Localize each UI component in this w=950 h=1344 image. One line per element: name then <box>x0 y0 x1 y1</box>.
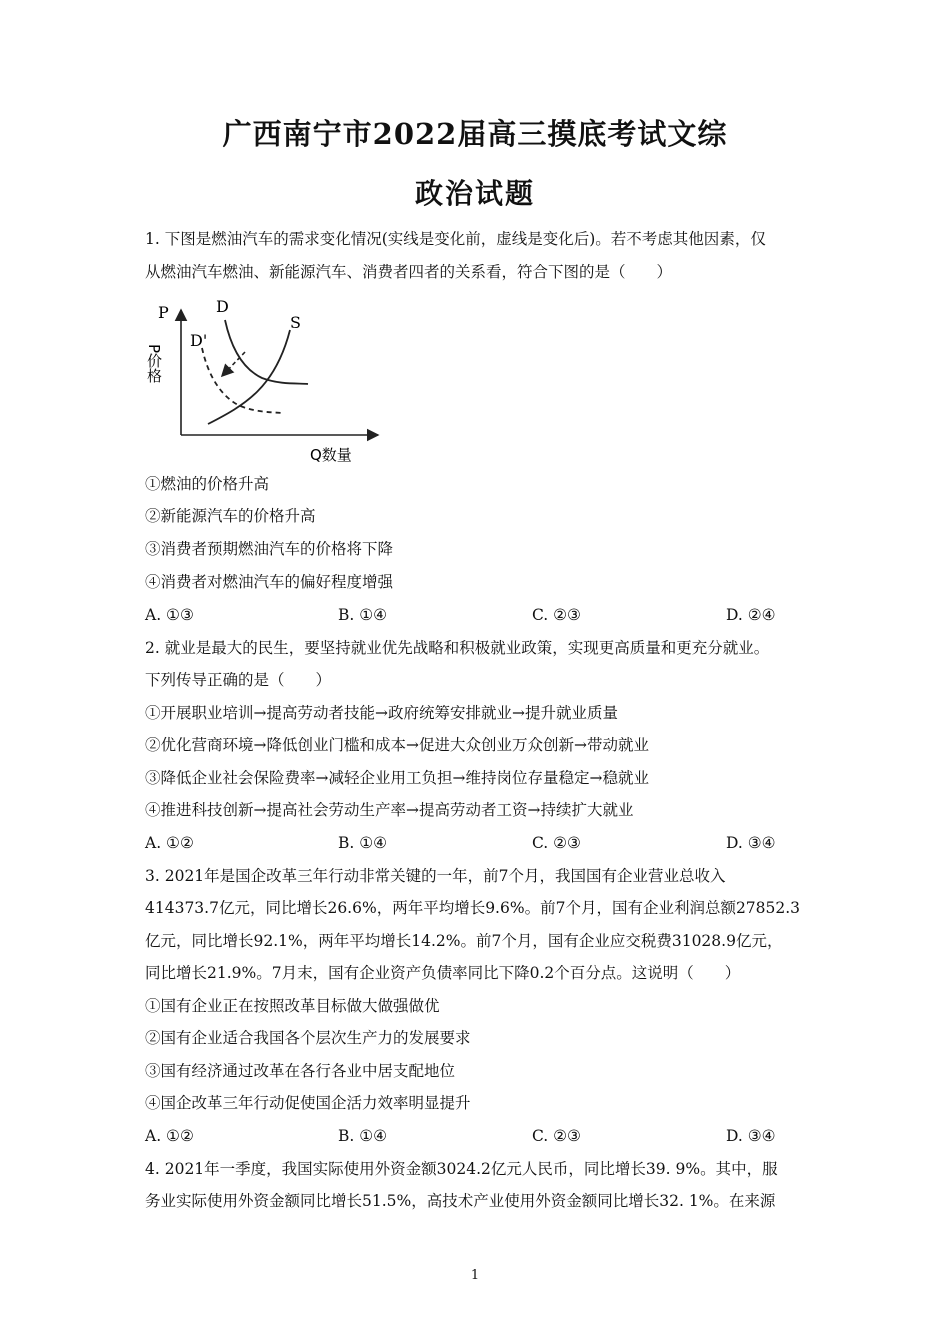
q3-option-d: D. ③④ <box>726 1127 776 1145</box>
supply-demand-chart <box>145 290 380 470</box>
q2-option-a: A. ①② <box>145 834 194 852</box>
q2-option-d: D. ③④ <box>726 834 776 852</box>
q3-item-4: ④国企改革三年行动促使国企活力效率明显提升 <box>145 1094 471 1112</box>
label-d-prime: D' <box>190 331 208 350</box>
supply-curve-s <box>208 330 290 424</box>
x-axis-label: Q数量 <box>310 446 352 464</box>
q1-option-d: D. ②④ <box>726 606 776 624</box>
q1-item-4: ④消费者对燃油汽车的偏好程度增强 <box>145 573 394 591</box>
q1-stem-line-1: 1. 下图是燃油汽车的需求变化情况(实线是变化前，虚线是变化后)。若不考虑其他因素，仅 <box>145 230 766 248</box>
q3-item-3: ③国有经济通过改革在各行各业中居支配地位 <box>145 1062 456 1080</box>
q3-item-2: ②国有企业适合我国各个层次生产力的发展要求 <box>145 1029 471 1047</box>
q1-option-a: A. ①③ <box>145 606 194 624</box>
q3-item-1: ①国有企业正在按照改革目标做大做强做优 <box>145 997 440 1015</box>
q2-option-c: C. ②③ <box>532 834 581 852</box>
q1-item-2: ②新能源汽车的价格升高 <box>145 507 316 525</box>
q3-stem-line-3: 亿元，同比增长92.1%，两年平均增长14.2%。前7个月，国有企业应交税费31028.9亿元， <box>145 932 783 950</box>
page-number: 1 <box>470 1268 480 1283</box>
q2-item-4: ④推进科技创新→提高社会劳动生产率→提高劳动者工资→持续扩大就业 <box>145 801 634 819</box>
y-axis-label: P价格 <box>145 344 163 384</box>
q3-option-c: C. ②③ <box>532 1127 581 1145</box>
q3-option-a: A. ①② <box>145 1127 194 1145</box>
label-d: D <box>216 297 229 316</box>
q2-stem-line-2: 下列传导正确的是（ ） <box>145 671 332 689</box>
q2-option-b: B. ①④ <box>338 834 388 852</box>
q3-option-b: B. ①④ <box>338 1127 388 1145</box>
q1-item-1: ①燃油的价格升高 <box>145 475 270 493</box>
q3-stem-line-1: 3. 2021年是国企改革三年行动非常关键的一年，前7个月，我国国有企业营业总收入 <box>145 867 726 885</box>
y-axis-label-p: P <box>158 303 169 322</box>
document-title: 广西南宁市2022届高三摸底考试文综 <box>222 117 728 151</box>
q4-stem-line-1: 4. 2021年一季度，我国实际使用外资金额3024.2亿元人民币，同比增长39. 9%。其中，服 <box>145 1160 778 1178</box>
document-subtitle: 政治试题 <box>414 177 535 210</box>
q2-item-3: ③降低企业社会保险费率→减轻企业用工负担→维持岗位存量稳定→稳就业 <box>145 769 649 787</box>
q3-stem-line-4: 同比增长21.9%。7月末，国有企业资产负债率同比下降0.2个百分点。这说明（ ） <box>145 964 741 982</box>
q1-stem-line-2: 从燃油汽车燃油、新能源汽车、消费者四者的关系看，符合下图的是（ ） <box>145 263 673 281</box>
q2-stem-line-1: 2. 就业是最大的民生，要坚持就业优先战略和积极就业政策，实现更高质量和更充分就业。 <box>145 639 770 657</box>
q1-option-c: C. ②③ <box>532 606 581 624</box>
shift-arrow <box>222 352 245 376</box>
q2-item-1: ①开展职业培训→提高劳动者技能→政府统筹安排就业→提升就业质量 <box>145 704 618 722</box>
q3-stem-line-2: 414373.7亿元，同比增长26.6%，两年平均增长9.6%。前7个月，国有企业利润总额27852.3 <box>145 899 801 917</box>
q1-item-3: ③消费者预期燃油汽车的价格将下降 <box>145 540 394 558</box>
label-s: S <box>290 313 301 332</box>
q1-option-b: B. ①④ <box>338 606 388 624</box>
q4-stem-line-2: 务业实际使用外资金额同比增长51.5%，高技术产业使用外资金额同比增长32. 1%。在来源 <box>145 1192 776 1210</box>
q2-item-2: ②优化营商环境→降低创业门槛和成本→促进大众创业万众创新→带动就业 <box>145 736 649 754</box>
